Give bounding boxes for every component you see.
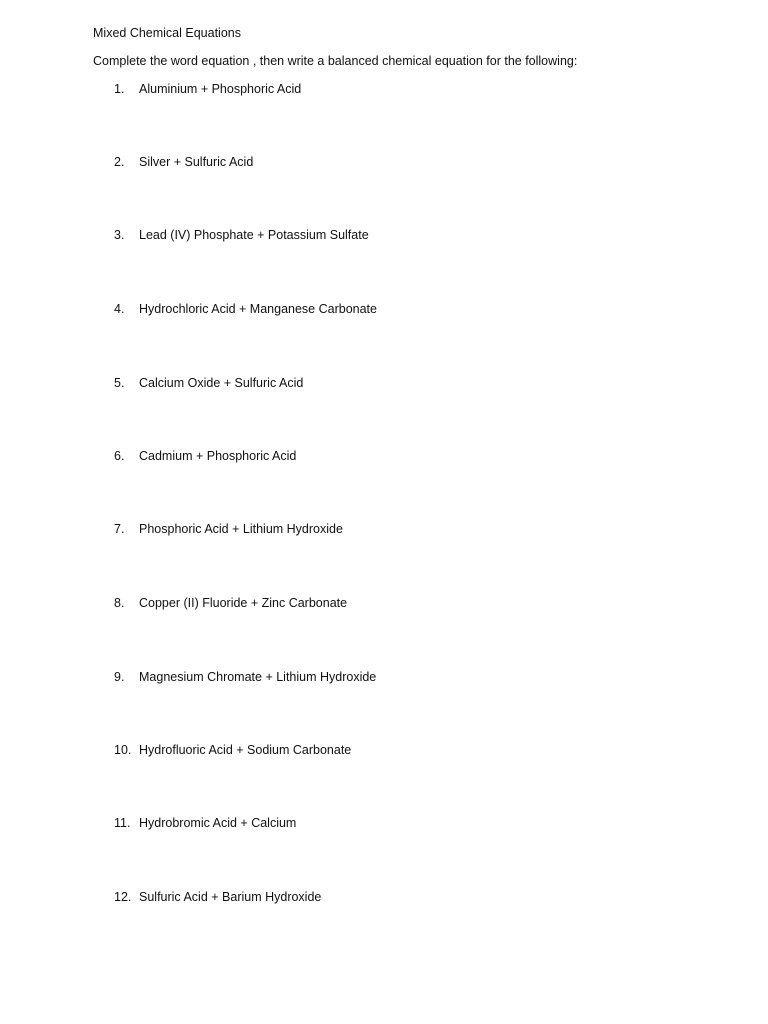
question-number: 6.	[114, 449, 125, 463]
question-item-1	[114, 82, 301, 98]
question-number: 10.	[114, 743, 132, 757]
question-item-3	[114, 228, 369, 244]
question-number: 8.	[114, 596, 125, 610]
question-text: Lead (IV) Phosphate + Potassium Sulfate	[139, 228, 369, 242]
question-text: Sulfuric Acid + Barium Hydroxide	[139, 890, 322, 904]
question-item-4	[114, 302, 377, 318]
question-text: Aluminium + Phosphoric Acid	[139, 82, 302, 96]
question-item-11	[114, 816, 296, 832]
question-text: Phosphoric Acid + Lithium Hydroxide	[139, 522, 343, 536]
question-item-6	[114, 449, 296, 465]
question-number: 5.	[114, 376, 125, 390]
question-item-8	[114, 596, 347, 612]
question-text: Calcium Oxide + Sulfuric Acid	[139, 376, 304, 390]
question-text: Hydrofluoric Acid + Sodium Carbonate	[139, 743, 352, 757]
question-item-9	[114, 670, 376, 686]
question-item-10	[114, 743, 351, 759]
question-text: Hydrochloric Acid + Manganese Carbonate	[139, 302, 377, 316]
question-item-2	[114, 155, 253, 171]
question-text: Hydrobromic Acid + Calcium	[139, 816, 297, 830]
question-number: 11.	[114, 816, 131, 830]
instructions-text: Complete the word equation , then write a balanced chemical equation for the following:	[93, 54, 578, 68]
question-number: 9.	[114, 670, 125, 684]
question-text: Cadmium + Phosphoric Acid	[139, 449, 297, 463]
question-number: 2.	[114, 155, 125, 169]
question-item-5	[114, 376, 303, 392]
question-text: Copper (II) Fluoride + Zinc Carbonate	[139, 596, 348, 610]
question-text: Magnesium Chromate + Lithium Hydroxide	[139, 670, 377, 684]
question-item-12	[114, 890, 321, 906]
question-number: 12.	[114, 890, 132, 904]
question-number: 3.	[114, 228, 125, 242]
question-item-7	[114, 522, 343, 538]
question-text: Silver + Sulfuric Acid	[139, 155, 254, 169]
document-title: Mixed Chemical Equations	[93, 26, 241, 40]
question-number: 4.	[114, 302, 125, 316]
question-number: 1.	[114, 82, 125, 96]
question-number: 7.	[114, 522, 125, 536]
